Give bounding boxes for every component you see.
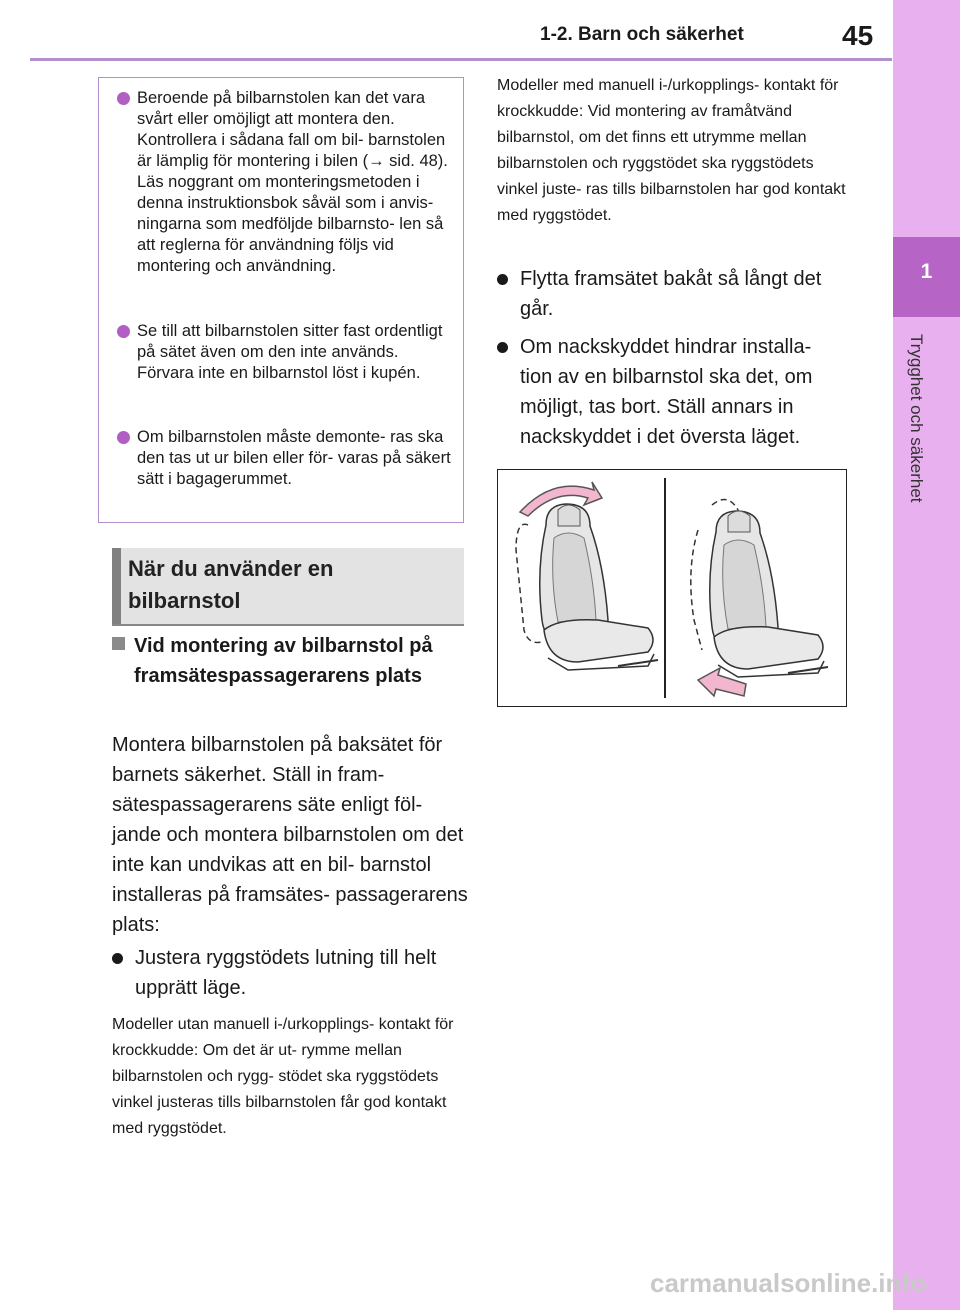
bullet-dot-icon — [497, 274, 508, 285]
watermark: carmanualsonline.info — [650, 1268, 926, 1298]
section-heading-box — [112, 548, 464, 626]
notice-item: Beroende på bilbarnstolen kan det vara svårt eller omöjligt att montera den. Kontrollera i sådana fall om bil- barnstolen är lämplig för montering i bilen (→ sid. 48). Läs noggrant om monteringsmetoden i denna instruktionsbok såväl som i anvis- ningarna som medföljde bilbarnsto- len så att reglerna för användning följs vid montering och användning. — [117, 88, 453, 277]
note-paragraph-right: Modeller med manuell i-/urkopplings- kontakt för krockkudde: Vid montering av framåtvänd bilbarnstol, om det finns ett utrymme mellan bilbarnstolen och ryggstödet ska ryggstödets vinkel juste- ras tills bilbarnstolen har god kontakt med ryggstödet. — [497, 77, 846, 224]
bullet-item: Flytta framsätet bakåt så långt det går. — [497, 264, 842, 324]
chapter-title: Trygghet och säkerhet — [907, 334, 926, 503]
slide-back-arrow-icon — [698, 668, 746, 696]
bullet-dot-icon — [117, 92, 130, 105]
chapter-title-vertical — [878, 334, 938, 544]
bullet-dot-icon — [117, 431, 130, 444]
header-rule — [30, 58, 892, 61]
body-paragraph: Montera bilbarnstolen på baksätet för barnets säkerhet. Ställ in fram- sätespassagerarens säte enligt föl- jande och montera bilbarnstolen om det inte kan undvikas att en bil- barnstol installeras på framsätes- passagerarens plats: — [112, 734, 468, 936]
seat-cushion — [544, 620, 653, 662]
page-number: 45 — [842, 20, 874, 51]
seat-adjustment-figure — [497, 469, 847, 707]
seat-cushion — [714, 627, 823, 669]
notice-item: Om bilbarnstolen måste demonte- ras ska den tas ut ur bilen eller för- varas på säkert sätt i bagagerummet. — [117, 427, 453, 490]
note-paragraph-left: Modeller utan manuell i-/urkopplings- kontakt för krockkudde: Om det är ut- rymme mellan bilbarnstolen och rygg- stödet ska ryggstödets vinkel justeras tills bilbarnstolen får god kontakt med ryggstödet. — [112, 1016, 454, 1137]
bullet-dot-icon — [117, 325, 130, 338]
notice-item: Se till att bilbarnstolen sitter fast ordentligt på sätet även om den inte används. Förvara inte en bilbarnstol löst i kupén. — [117, 321, 453, 384]
chapter-number: 1 — [920, 260, 933, 283]
bullet-dot-icon — [112, 953, 123, 964]
square-bullet-icon — [112, 637, 125, 650]
bullet-item: Om nackskyddet hindrar installa- tion av en bilbarnstol ska det, om möjligt, tas bort. Ställ annars in nackskyddet i det översta läget. — [497, 332, 842, 452]
seat-illustration — [498, 470, 845, 705]
bullet-dot-icon — [497, 342, 508, 353]
section-heading: När du använder en bilbarnstol — [128, 556, 334, 613]
section-header-title: 1-2. Barn och säkerhet — [540, 24, 744, 45]
bullet-item: Justera ryggstödets lutning till helt upprätt läge. — [112, 943, 457, 1003]
side-chapter-tab — [893, 0, 960, 1310]
subheading: Vid montering av bilbarnstol på framsätespassagerarens plats — [112, 631, 464, 691]
notice-box — [98, 77, 464, 523]
section-heading-bar — [112, 548, 121, 624]
